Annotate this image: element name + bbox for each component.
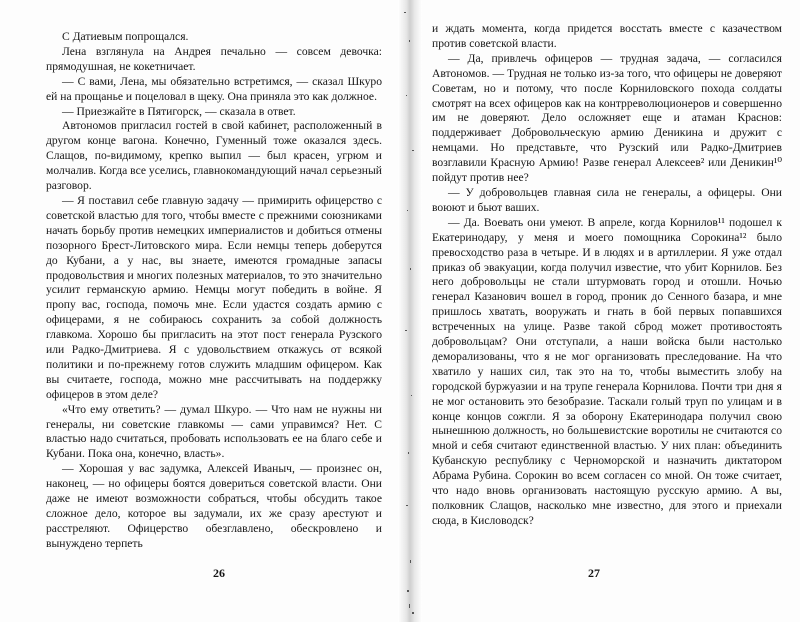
right-page	[432, 22, 782, 585]
page-number-left: 26	[213, 566, 225, 580]
paragraph: «Что ему ответить? — думал Шкуро. — Что нам не нужны ни генералы, ни советские главкомы — сами управимся? Нет. С властью надо считаться, пробовать использовать ее на благо себе и Кубани. Пока она, конечно, власть».	[46, 402, 382, 461]
scan-noise	[398, 0, 428, 622]
page-number-right: 27	[588, 566, 600, 580]
paragraph: Лена взглянула на Андрея печально — совсем девочка: прямодушная, не кокетничает.	[46, 44, 382, 73]
paragraph: — Я поставил себе главную задачу — примирить офицерство с советской властью для того, чтобы вместе с прежними союзниками начать борьбу против немецких империалистов и добиться отмены позорного Брест-Литовского мира. Если немцы теперь доберутся до Кубани, а у нас, вы знаете, имеются громадные запасы продовольствия и многих полезных материалов, то это значительно усилит германскую армию. Немцы могут победить в войне. Я пропу вас, господа, помочь мне. Если удастся создать армию с офицерами, я не собираюсь сохранить за собой должность главкома. Хорошо бы пригласить на этот пост генерала Рузского или Радко-Дмитриева. Я с удовольствием откажусь от всякой политики и по-прежнему готов служить младшим офицером. Как вы считаете, господа, можно мне рассчитывать на поддержку офицеров в этом деле?	[46, 193, 382, 401]
paragraph: — С вами, Лена, мы обязательно встретимся, — сказал Шкуро ей на прощанье и поцеловал в щеку. Она приняла это как должное.	[46, 74, 382, 103]
paragraph: — Да, привлечь офицеров — трудная задача, — согласился Автономов. — Трудная не только из-за того, что офицеры не доверяют Советам, но и потому, что после Корниловского похода солдаты смотрят на всех офицеров как на контрреволюционеров и совершенно им не доверяют. Дело осложняет еще и атаман Краснов: поддерживает Добровольческую армию Деникина и дружит с немцами. Но представьте, что Рузский или Радко-Дмитриев возглавили Красную Армию! Разве генерал Алексеев² или Деникин¹⁰ пойдут против нее?	[432, 51, 782, 185]
paragraph: — Хорошая у вас задумка, Алексей Иваныч, — произнес он, наконец, — но офицеры боятся довериться советской власти. Они даже не имеют возможности собраться, чтобы обсудить такое сложное дело, которое вы задумали, их же сразу арестуют и расстреляют. Офицерство обезглавлено, обескровлено и вынуждено терпеть	[46, 462, 382, 550]
paragraph: С Датиевым попрощался.	[62, 30, 189, 43]
left-page	[46, 30, 382, 585]
paragraph: Автономов пригласил гостей в свой кабинет, расположенный в другом конце вагона. Конечно, Гуменный тоже оказался здесь. Слащов, по-видимому, крепко выпил — был красен, угрюм и молчалив. Когда все уселись, главнокомандующий начал серьезный разговор.	[46, 119, 382, 193]
paragraph: — Приезжайте в Пятигорск, — сказала в ответ.	[62, 104, 296, 118]
paragraph: — У добровольцев главная сила не генералы, а офицеры. Они воюют и бьют ваших.	[432, 185, 782, 214]
paragraph: и ждать момента, когда придется восстать вместе с казачеством против советской власти.	[432, 22, 782, 50]
paragraph: — Да. Воевать они умеют. В апреле, когда Корнилов¹¹ подошел к Екатеринодару, у меня и моего помощника Сорокина¹² было превосходство раза в четыре. И в людях и в артиллерии. Я уже отдал приказ об эвакуации, когда получил известие, что убит Корнилов. Без него добровольцы не стали штурмовать город и отошли. Ночью генерал Казанович вошел в город, проник до Сенного базара, и мне пришлось хватать, вооружать и гнать в бой первых попавшихся встреченных на улице. Разве такой сброд может противостоять добровольцам? Они отступали, а наши войска были настолько деморализованы, что я не мог организовать преследование. На что хватило у наших сил, так это на то, чтобы выместить злобу на городской буржуазии и на трупе генерала Корнилова. Почти три дня я не мог остановить это безобразие. Таскали голый труп по улицам и в конце концов сожгли. Я за оборону Екатеринодара получил свою нынешнюю должность, но большевистские воротилы не считаются со мной и себя считают единственной властью. У них план: объединить Кубанскую республику с Черноморской и назначить диктатором Абрама Рубина. Сорокин во всем согласен со мной. Он тоже считает, что надо вновь организовать настоящую русскую армию. А вы, полковник Слащов, насколько мне известно, для этого и приехали сюда, в Кисловодск?	[432, 215, 782, 527]
